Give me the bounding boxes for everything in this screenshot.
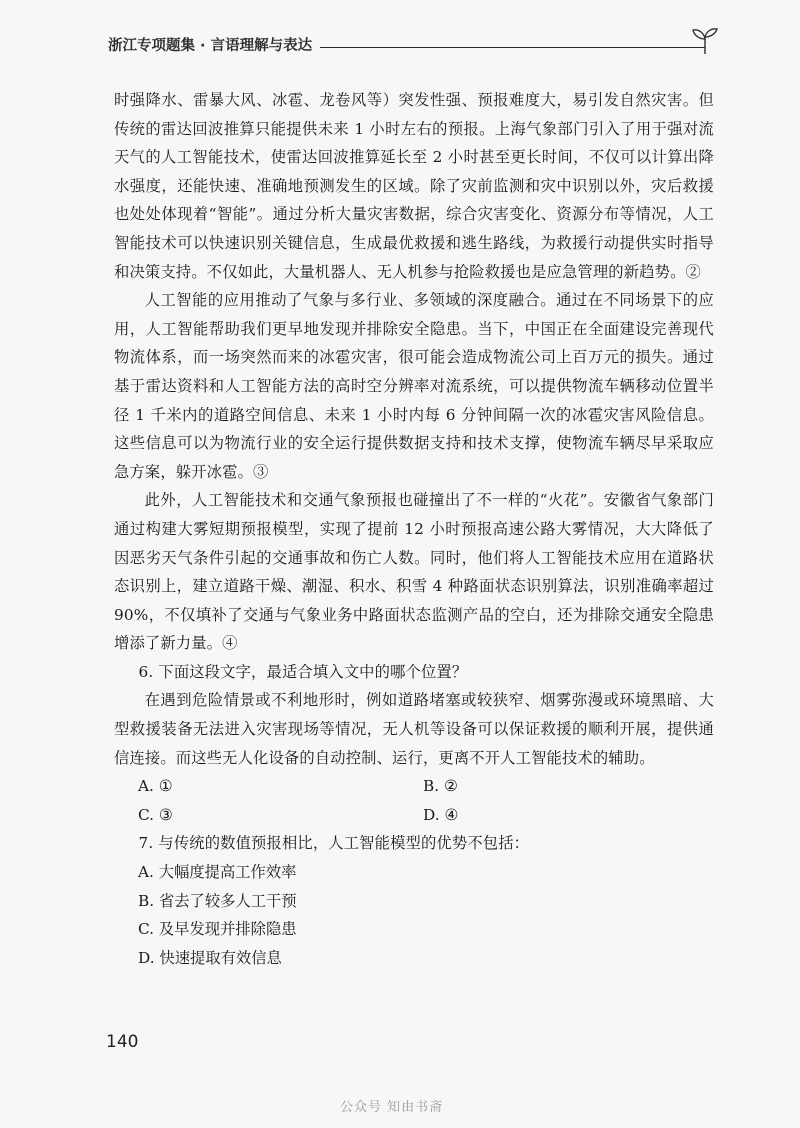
question-7-option-row-b [114,887,714,916]
question-7-option-row-a [114,858,714,887]
question-7-option-d: D. 快速提取有效信息 [138,948,282,967]
question-6-options-row-1 [114,772,714,801]
page-content [114,86,714,972]
body-paragraph-2: 人工智能的应用推动了气象与多行业、多领域的深度融合。通过在不同场景下的应用，人工智能帮助我们更早地发现并排除安全隐患。当下，中国正在全面建设完善现代物流体系，而一场突然而来的冰雹灾害，很可能会造成物流公司上百万元的损失。通过基于雷达资料和人工智能方法的高时空分辨率对流系统，可以提供物流车辆移动位置半径 1 千米内的道路空间信息、未来 1 小时内每 6 分钟间隔一次的冰雹灾害风险信息。这些信息可以为物流行业的安全运行提供数据支持和技术支撑，使物流车辆尽早采取应急方案，躲开冰雹。③ [114,291,714,481]
question-6-option-b: B. ② [423,777,458,796]
body-paragraph-3: 此外，人工智能技术和交通气象预报也碰撞出了不一样的“火花”。安徽省气象部门通过构建大雾短期预报模型，实现了提前 12 小时预报高速公路大雾情况，大大降低了因恶劣天气条件引起的交通事故和伤亡人数。同时，他们将人工智能技术应用在道路状态识别上，建立道路干燥、潮湿、积水、积雪 4 种路面状态识别算法，识别准确率超过 90%，不仅填补了交通与气象业务中路面状态监测产品的空白，还为排除交通安全隐患增添了新力量。④ [114,491,714,653]
question-7-option-a: A. 大幅度提高工作效率 [138,863,297,882]
question-7-option-b: B. 省去了较多人工干预 [138,891,297,910]
question-6-stem: 6. 下面这段文字，最适合填入文中的哪个位置？ [138,662,468,681]
page-number: 140 [106,1032,139,1052]
question-7-option-row-d [114,944,714,973]
question-6-option-d: D. ④ [423,805,459,824]
header-rule [320,47,705,48]
question-6-option-c: C. ③ [138,805,173,824]
question-7-option-row-c [114,915,714,944]
body-paragraph-1: 时强降水、雷暴大风、冰雹、龙卷风等）突发性强、预报难度大，易引发自然灾害。但传统的雷达回波推算只能提供未来 1 小时左右的预报。上海气象部门引入了用于强对流天气的人工智能技术，使雷达回波推算延长至 2 小时甚至更长时间，不仅可以计算出降水强度，还能快速、准确地预测发生的区域。除了灾前监测和灾中识别以外，灾后救援也处处体现着“智能”。通过分析大量灾害数据，综合灾害变化、资源分布等情况，人工智能技术可以快速识别关键信息，生成最优救援和逃生路线，为救援行动提供实时指导和决策支持。不仅如此，大量机器人、无人机参与抢险救援也是应急管理的新趋势。② [114,91,714,281]
question-7-stem: 7. 与传统的数值预报相比，人工智能模型的优势不包括： [138,834,530,853]
question-6-passage: 在遇到危险情景或不利地形时，例如道路堵塞或较狭窄、烟雾弥漫或环境黑暗、大型救援装备无法进入灾害现场等情况，无人机等设备可以保证救援的顺利开展，提供通信连接。而这些无人化设备的自动控制、运行，更离不开人工智能技术的辅助。 [114,691,714,767]
question-6-options-row-2 [114,801,714,830]
watermark: 公众号 知由书斋 [340,1100,444,1115]
header-title: 浙江专项题集 · 言语理解与表达 [108,38,313,54]
sprout-icon [688,26,722,56]
question-6-option-a: A. ① [138,777,173,796]
question-7-option-c: C. 及早发现并排除隐患 [138,920,297,939]
running-header [108,26,720,56]
